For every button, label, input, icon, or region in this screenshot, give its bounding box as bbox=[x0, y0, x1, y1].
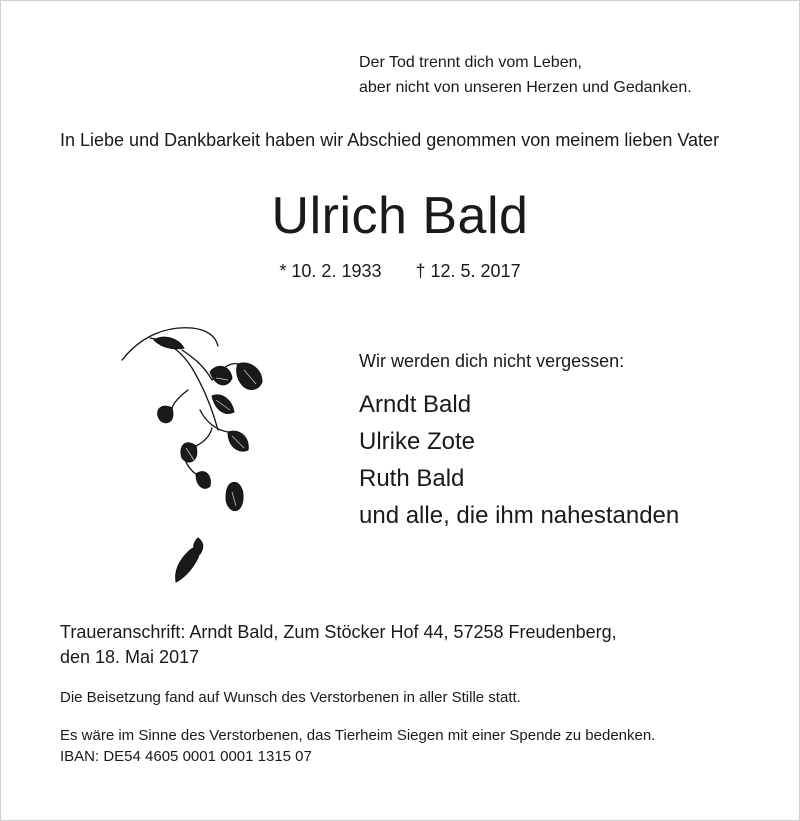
address-line-1: Traueranschrift: Arndt Bald, Zum Stöcker Hof 44, 57258 Freudenberg, bbox=[60, 622, 617, 642]
burial-note: Die Beisetzung fand auf Wunsch des Verstorbenen in aller Stille statt. bbox=[60, 689, 521, 706]
death-date: † 12. 5. 2017 bbox=[415, 261, 521, 281]
mourner-name: Arndt Bald bbox=[359, 391, 472, 418]
mourner-name: Ulrike Zote bbox=[359, 428, 476, 455]
deceased-name: Ulrich Bald bbox=[271, 187, 529, 245]
birth-date: * 10. 2. 1933 bbox=[279, 261, 382, 281]
motto bbox=[359, 50, 692, 100]
iban: IBAN: DE54 4605 0001 0001 1315 07 bbox=[60, 748, 312, 765]
donation-text: Es wäre im Sinne des Verstorbenen, das Tierheim Siegen mit einer Spende zu bedenken. bbox=[60, 727, 656, 744]
mourning-address bbox=[60, 620, 617, 670]
intro-text: In Liebe und Dankbarkeit haben wir Abschied genommen von meinem lieben Vater bbox=[60, 130, 720, 150]
donation-note bbox=[60, 725, 655, 767]
motto-line-1: Der Tod trennt dich vom Leben, bbox=[359, 54, 582, 71]
address-date: den 18. Mai 2017 bbox=[60, 647, 200, 667]
motto-line-2: aber nicht von unseren Herzen und Gedanken. bbox=[359, 79, 692, 96]
mourner-closing: und alle, die ihm nahestanden bbox=[359, 502, 680, 529]
birch-branch-icon bbox=[112, 320, 287, 590]
life-dates bbox=[0, 259, 800, 283]
mourners-list bbox=[359, 386, 679, 534]
mourner-name: Ruth Bald bbox=[359, 465, 465, 492]
mourners-intro: Wir werden dich nicht vergessen: bbox=[359, 351, 625, 371]
